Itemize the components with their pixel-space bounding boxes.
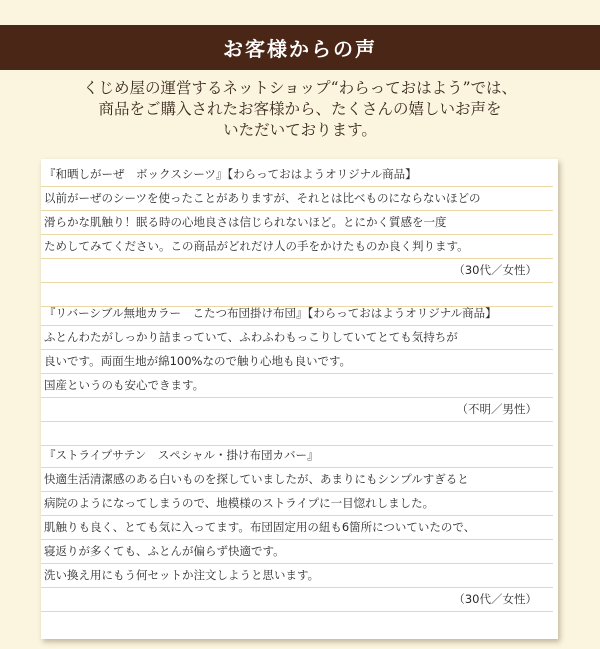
- review-body-line: 滑らかな肌触り！眠る時の心地良さは信じられないほど。とにかく質感を一度: [41, 211, 553, 235]
- ruled-line: [41, 422, 553, 446]
- intro-line: いただいております。: [223, 121, 377, 139]
- intro-text: [0, 78, 600, 141]
- intro-line: くじめ屋の運営するネットショップ“わらっておはよう”では、: [82, 79, 518, 97]
- review-body-line: 国産というのも安心できます。: [41, 374, 553, 398]
- review-body-line: ためしてみてください。この商品がどれだけ人の手をかけたものか良く判ります。: [41, 235, 553, 259]
- review-item: [41, 163, 558, 307]
- review-body-line: 以前がーぜのシーツを使ったことがありますが、それとは比べものにならないほどの: [41, 187, 553, 211]
- review-author: （不明／男性）: [41, 398, 553, 422]
- review-author: （30代／女性）: [41, 259, 553, 283]
- review-item: [41, 302, 558, 446]
- review-body-line: 寝返りが多くても、ふとんが偏らず快適です。: [41, 540, 553, 564]
- review-body-line: ふとんわたがしっかり詰まっていて、ふわふわもっこりしていてとても気持ちが: [41, 326, 553, 350]
- review-product: 『ストライプサテン スペシャル・掛け布団カバー』: [41, 444, 553, 468]
- review-body-line: 肌触りも良く、とても気に入ってます。布団固定用の紐も6箇所についていたので、: [41, 516, 553, 540]
- review-product: 『和晒しがーぜ ボックスシーツ』【わらっておはようオリジナル商品】: [41, 163, 553, 187]
- review-body-line: 病院のようになってしまうので、地模様のストライプに一目惚れしました。: [41, 492, 553, 516]
- page-title: お客様からの声: [223, 37, 377, 61]
- review-body-line: 良いです。両面生地が綿100%なので触り心地も良いです。: [41, 350, 553, 374]
- review-product: 『リバーシブル無地カラー こたつ布団掛け布団』【わらっておはようオリジナル商品】: [41, 302, 553, 326]
- review-body-line: 快適生活清潔感のある白いものを探していましたが、あまりにもシンプルすぎると: [41, 468, 553, 492]
- review-body-line: 洗い換え用にもう何セットか注文しようと思います。: [41, 564, 553, 588]
- review-item: [41, 444, 558, 612]
- intro-line: 商品をご購入されたお客様から、たくさんの嬉しいお声を: [98, 100, 502, 118]
- reviews-card: [41, 159, 558, 639]
- header-banner: [0, 25, 600, 70]
- review-author: （30代／女性）: [41, 588, 553, 612]
